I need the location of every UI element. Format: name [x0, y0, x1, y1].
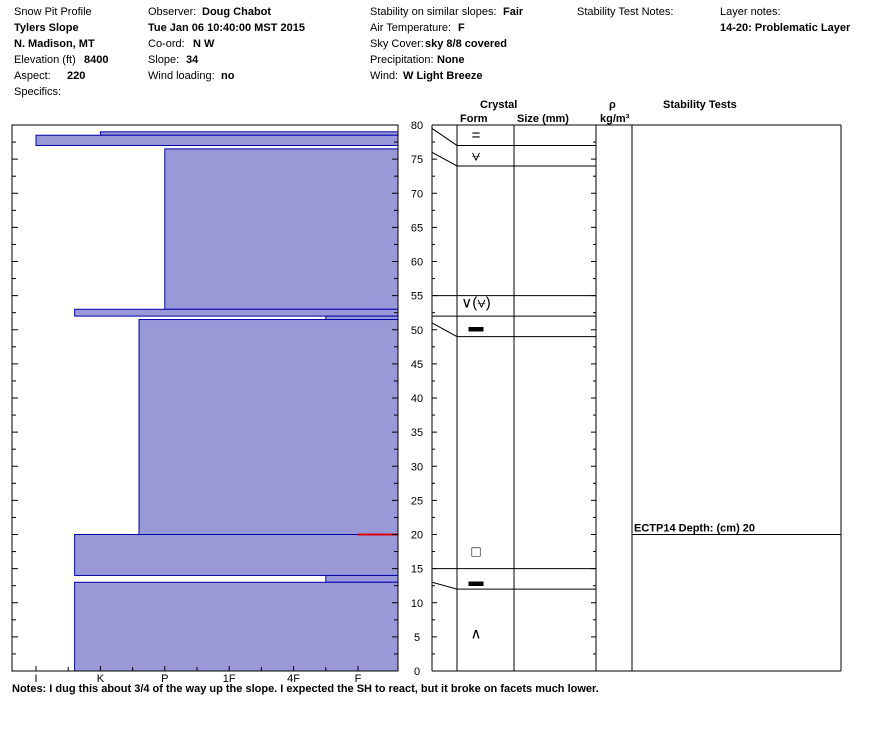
doc-title: Snow Pit Profile	[14, 6, 92, 18]
sky-cover-value: sky 8/8 covered	[425, 38, 507, 50]
stability-label: Stability on similar slopes:	[370, 6, 497, 18]
hardness-tick-label: K	[96, 673, 105, 685]
stability-test-label: ECTP14 Depth: (cm) 20	[634, 522, 756, 535]
observer-label: Observer:	[148, 6, 197, 18]
height-tick-label: 75	[410, 154, 424, 167]
hardness-tick-label: P	[161, 673, 169, 685]
observation-datetime: Tue Jan 06 10:40:00 MST 2015	[148, 22, 305, 34]
region-name: N. Madison, MT	[14, 38, 95, 50]
aspect-label: Aspect:	[14, 70, 51, 82]
hardness-layer	[326, 575, 398, 582]
slope-value: 34	[186, 54, 199, 66]
location-name: Tylers Slope	[14, 22, 79, 34]
layer-notes-label: Layer notes:	[720, 6, 781, 18]
crystal-form-symbol: =	[471, 127, 481, 145]
height-tick-label: 40	[410, 393, 424, 405]
coord-value: N W	[193, 38, 215, 50]
stability-value: Fair	[503, 6, 524, 18]
hardness-layer	[326, 316, 398, 319]
crystal-form-symbol: ▬	[468, 318, 484, 336]
height-tick-label: 30	[410, 461, 424, 474]
crystal-form-symbol: ⩝	[471, 147, 481, 165]
coord-label: Co-ord:	[148, 38, 185, 50]
height-tick-label: 20	[410, 529, 424, 542]
hardness-layer	[100, 132, 398, 135]
air-temp-value: F	[458, 22, 465, 34]
crystal-form-symbol: ∧	[470, 625, 482, 643]
wind-loading-value: no	[221, 70, 235, 82]
hardness-layers	[36, 132, 398, 671]
layer-notes-value: 14-20: Problematic Layer	[720, 22, 851, 34]
density-unit: kg/m³	[600, 113, 630, 125]
height-tick-label: 50	[410, 324, 424, 337]
height-tick-label: 10	[410, 597, 424, 610]
hardness-layer	[139, 320, 398, 535]
hardness-layer	[36, 135, 398, 145]
sky-cover-label: Sky Cover:	[370, 38, 424, 50]
form-header: Form	[460, 113, 488, 125]
height-tick-label: 45	[410, 358, 424, 371]
stability-tests-column	[632, 523, 841, 535]
slope-label: Slope:	[148, 54, 180, 66]
hardness-tick-label: 1F	[222, 673, 236, 685]
observer-value: Doug Chabot	[202, 6, 272, 18]
hardness-layer	[75, 535, 398, 576]
height-tick-label: 0	[413, 666, 421, 678]
elevation-value: 8400	[84, 54, 109, 66]
stability-test-notes-label: Stability Test Notes:	[577, 6, 674, 18]
hardness-tick-label: F	[354, 673, 362, 685]
hardness-layer	[75, 309, 398, 316]
height-tick-label: 25	[410, 495, 424, 508]
aspect-value: 220	[67, 70, 86, 82]
profile-notes: Notes: I dug this about 3/4 of the way up the slope. I expected the SH to react, but it broke on facets much lower.	[12, 683, 599, 695]
size-header: Size (mm)	[517, 113, 569, 125]
height-tick-label: 55	[410, 290, 424, 303]
air-temp-label: Air Temperature:	[370, 22, 452, 34]
height-tick-label: 35	[410, 427, 424, 440]
height-tick-label: 5	[413, 631, 421, 644]
stability-tests-header: Stability Tests	[663, 99, 737, 111]
hardness-layer	[75, 582, 398, 671]
height-tick-label: 80	[410, 120, 424, 132]
precipitation-label: Precipitation:	[370, 54, 434, 66]
crystal-form-symbol: ▬	[468, 572, 484, 590]
crystal-header: Crystal	[480, 99, 518, 111]
specifics-label: Specifics:	[14, 86, 62, 98]
height-tick-label: 15	[410, 563, 424, 576]
wind-value: W Light Breeze	[403, 70, 483, 82]
hardness-tick-label: 4F	[287, 673, 301, 685]
height-tick-label: 70	[410, 188, 424, 201]
crystal-form-symbol: ∨(⩝)	[461, 294, 491, 312]
wind-loading-label: Wind loading:	[148, 70, 215, 82]
hardness-layer	[165, 149, 398, 309]
crystal-form-symbol: □	[471, 543, 481, 561]
hardness-tick-label: I	[34, 673, 38, 685]
wind-label: Wind:	[370, 70, 399, 82]
density-symbol: ρ	[609, 99, 616, 111]
height-tick-label: 60	[410, 256, 424, 269]
precipitation-value: None	[437, 54, 465, 66]
elevation-label: Elevation (ft)	[14, 54, 76, 66]
height-tick-label: 65	[410, 222, 424, 235]
